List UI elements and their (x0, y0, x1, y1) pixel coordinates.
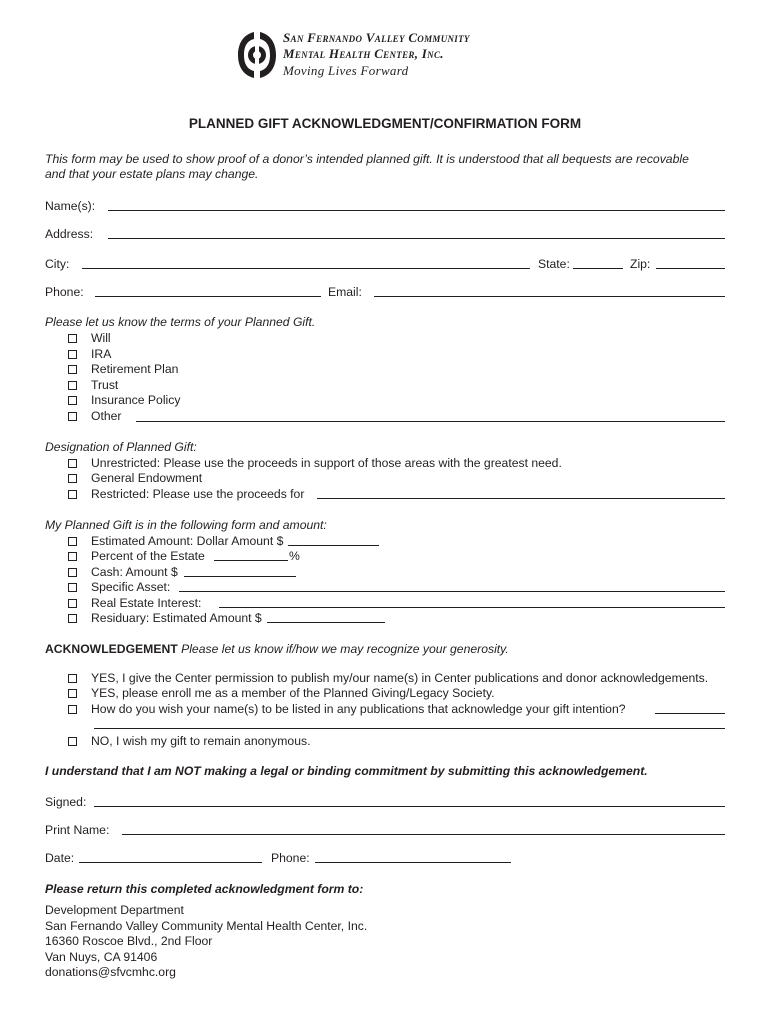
real-estate-field[interactable] (219, 607, 725, 608)
option-estimated-amount: Estimated Amount: Dollar Amount $ (91, 534, 284, 548)
acknowledgement-heading-bold: ACKNOWLEDGEMENT (45, 642, 178, 656)
signature-field[interactable] (94, 806, 725, 807)
phone-field[interactable] (95, 296, 321, 297)
name-listing-field-1[interactable] (655, 713, 725, 714)
option-cash: Cash: Amount $ (91, 565, 178, 579)
option-restricted: Restricted: Please use the proceeds for (91, 487, 305, 501)
option-publish-permission: YES, I give the Center permission to publish my/our name(s) in Center publications and donor acknowledgements. (91, 671, 709, 685)
city-field[interactable] (82, 268, 530, 269)
phone-label: Phone: (45, 285, 84, 299)
checkbox-general-endowment[interactable] (68, 474, 77, 483)
date-label: Date: (45, 851, 75, 865)
acknowledgement-heading-italic: Please let us know if/how we may recognize your generosity. (181, 642, 509, 656)
option-retirement-plan: Retirement Plan (91, 362, 179, 376)
checkbox-specific-asset[interactable] (68, 583, 77, 592)
option-trust: Trust (91, 378, 119, 392)
checkbox-trust[interactable] (68, 381, 77, 390)
disclaimer-text: I understand that I am NOT making a legal or binding commitment by submitting this acknowledgement. (45, 764, 648, 778)
date-field[interactable] (79, 862, 262, 863)
option-specific-asset: Specific Asset: (91, 580, 171, 594)
address-field[interactable] (108, 238, 725, 239)
city-label: City: (45, 257, 70, 271)
option-residuary: Residuary: Estimated Amount $ (91, 611, 262, 625)
option-other: Other (91, 409, 122, 423)
print-name-field[interactable] (122, 834, 725, 835)
return-email: donations@sfvcmhc.org (45, 965, 176, 979)
return-heading: Please return this completed acknowledgment form to: (45, 882, 364, 896)
option-ira: IRA (91, 347, 112, 361)
restricted-purpose-field[interactable] (317, 498, 725, 499)
return-address-line: Van Nuys, CA 91406 (45, 950, 158, 964)
checkbox-cash[interactable] (68, 568, 77, 577)
option-insurance-policy: Insurance Policy (91, 393, 181, 407)
option-percent-estate: Percent of the Estate (91, 549, 205, 563)
form-title: PLANNED GIFT ACKNOWLEDGMENT/CONFIRMATION FORM (188, 116, 582, 131)
email-field[interactable] (374, 296, 725, 297)
checkbox-estimated-amount[interactable] (68, 537, 77, 546)
checkbox-ira[interactable] (68, 350, 77, 359)
checkbox-publish-permission[interactable] (68, 674, 77, 683)
org-tagline: Moving Lives Forward (283, 63, 409, 78)
checkbox-residuary[interactable] (68, 614, 77, 623)
return-address-line: 16360 Roscoe Blvd., 2nd Floor (45, 934, 213, 948)
checkbox-insurance-policy[interactable] (68, 396, 77, 405)
option-general-endowment: General Endowment (91, 471, 203, 485)
other-field[interactable] (136, 421, 725, 422)
state-label: State: (538, 257, 570, 271)
form-amount-heading: My Planned Gift is in the following form and amount: (45, 518, 327, 532)
checkbox-percent-estate[interactable] (68, 552, 77, 561)
signature-phone-label: Phone: (271, 851, 310, 865)
option-anonymous: NO, I wish my gift to remain anonymous. (91, 734, 311, 748)
email-label: Email: (328, 285, 362, 299)
option-will: Will (91, 331, 111, 345)
checkbox-retirement-plan[interactable] (68, 365, 77, 374)
return-address-line: Development Department (45, 903, 184, 917)
option-unrestricted: Unrestricted: Please use the proceeds in support of those areas with the greatest need. (91, 456, 562, 470)
checkbox-real-estate[interactable] (68, 599, 77, 608)
acknowledgement-heading (45, 642, 509, 656)
checkbox-unrestricted[interactable] (68, 459, 77, 468)
designation-heading: Designation of Planned Gift: (45, 440, 197, 454)
residuary-amount-field[interactable] (267, 622, 385, 623)
option-legacy-society: YES, please enroll me as a member of the Planned Giving/Legacy Society. (91, 686, 495, 700)
checkbox-anonymous[interactable] (68, 737, 77, 746)
option-name-listing: How do you wish your name(s) to be listed in any publications that acknowledge your gift intention? (91, 702, 626, 716)
checkbox-other[interactable] (68, 412, 77, 421)
checkbox-restricted[interactable] (68, 490, 77, 499)
zip-field[interactable] (656, 268, 725, 269)
terms-heading: Please let us know the terms of your Planned Gift. (45, 315, 316, 329)
state-field[interactable] (573, 268, 623, 269)
option-real-estate: Real Estate Interest: (91, 596, 202, 610)
return-address-line: San Fernando Valley Community Mental Health Center, Inc. (45, 919, 368, 933)
checkbox-name-listing[interactable] (68, 705, 77, 714)
percent-field[interactable] (214, 560, 288, 561)
print-name-label: Print Name: (45, 823, 110, 837)
cash-amount-field[interactable] (184, 576, 296, 577)
org-name-line1: San Fernando Valley Community (283, 30, 470, 45)
specific-asset-field[interactable] (179, 591, 725, 592)
org-name-line2: Mental Health Center, Inc. (283, 46, 444, 61)
names-label: Name(s): (45, 199, 96, 213)
address-label: Address: (45, 227, 94, 241)
signature-phone-field[interactable] (315, 862, 511, 863)
signed-label: Signed: (45, 795, 87, 809)
organization-logo-icon (236, 29, 278, 81)
checkbox-legacy-society[interactable] (68, 689, 77, 698)
percent-sign: % (289, 549, 300, 563)
zip-label: Zip: (630, 257, 651, 271)
dollar-amount-field[interactable] (288, 545, 379, 546)
intro-line-1: This form may be used to show proof of a donor’s intended planned gift. It is understood that all bequests are recovable (45, 152, 689, 166)
name-listing-field-2[interactable] (94, 728, 725, 729)
intro-line-2: and that your estate plans may change. (45, 167, 259, 181)
checkbox-will[interactable] (68, 334, 77, 343)
names-field[interactable] (108, 210, 725, 211)
